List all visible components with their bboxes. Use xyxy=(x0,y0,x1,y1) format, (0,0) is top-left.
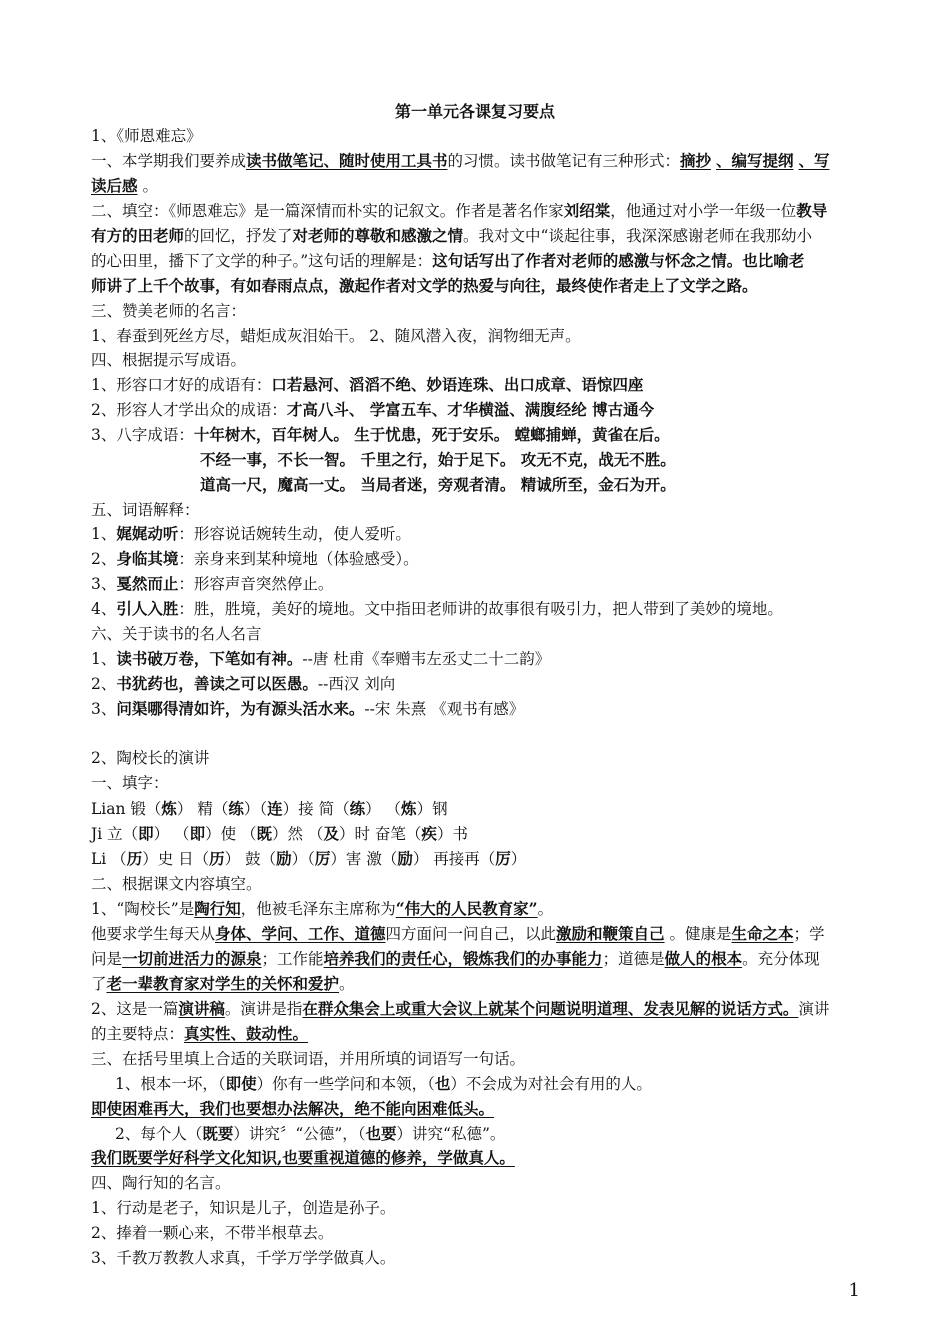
emphasized-text: 演讲稿 xyxy=(178,999,225,1018)
text-line xyxy=(91,622,262,646)
line-text: 。充分体现 xyxy=(742,950,820,968)
emphasized-text: 读后感 xyxy=(91,176,138,195)
line-text: 1、形容口才好的成语有： xyxy=(91,376,272,394)
emphasized-text: 真实性、鼓动性。 xyxy=(184,1024,309,1043)
emphasized-text: 做人的根本 xyxy=(664,949,743,968)
emphasized-text: 读书做笔记、随时使用工具书 xyxy=(246,151,448,170)
emphasized-text: 及 xyxy=(323,824,339,843)
emphasized-text: 书犹药也，善读之可以医愚。 xyxy=(116,674,318,693)
line-text: ）（ xyxy=(243,800,268,818)
text-line xyxy=(91,174,158,198)
text-line xyxy=(91,897,553,921)
line-text: 3、八字成语： xyxy=(91,426,194,444)
text-line xyxy=(91,947,820,971)
emphasized-text: 十年树木，百年树人。 生于忧患，死于安乐。 螳螂捕蝉，黄雀在后。 xyxy=(193,425,670,444)
emphasized-text: 不经一事，不长一智。 千里之行，始于足下。 攻无不克，战无不胜。 xyxy=(200,450,676,469)
line-text: 1、“陶校长”是 xyxy=(91,900,195,918)
emphasized-text: 历 xyxy=(209,849,225,868)
line-text: 1、春蚕到死丝方尽，蜡炬成灰泪始干。 2、随风潜入夜，润物细无声。 xyxy=(91,327,581,345)
line-text: ；学 xyxy=(793,925,825,943)
emphasized-text: 道高一尺，魔高一丈。 当局者迷，旁观者清。 精诚所至，金石为开。 xyxy=(200,475,676,494)
emphasized-text: 也要 xyxy=(365,1124,397,1143)
line-text: ）使 （ xyxy=(205,825,257,843)
line-text: ）接 简（ xyxy=(282,800,350,818)
line-text: ） 鼓（ xyxy=(224,850,277,868)
emphasized-text: 一切前进活力的源泉 xyxy=(122,949,262,968)
text-line xyxy=(91,149,829,173)
line-text: 三、在括号里填上合适的关联词语，并用所填的词语写一句话。 xyxy=(91,1050,526,1068)
line-text: ：亲身来到某种境地（体验感受）。 xyxy=(178,550,419,568)
emphasized-text: 老一辈教育家对学生的关怀和爱护 xyxy=(106,974,340,993)
text-line xyxy=(200,448,676,472)
line-text: ：形容声音突然停止。 xyxy=(178,575,334,593)
emphasized-text: 、写 xyxy=(798,151,830,170)
emphasized-text: 摘抄 xyxy=(680,151,712,170)
line-text: 2、 xyxy=(91,675,117,693)
text-line xyxy=(91,348,246,372)
emphasized-text: 问渠哪得清如许，为有源头活水来。 xyxy=(116,699,365,718)
text-line xyxy=(91,1097,494,1121)
emphasized-text: 娓娓动听 xyxy=(116,524,179,543)
emphasized-text: 厉 xyxy=(314,849,331,868)
line-text: ：形容说话婉转生动，使人爱听。 xyxy=(178,525,411,543)
line-text: ）钢 xyxy=(416,800,448,818)
line-text: ；道德是 xyxy=(602,950,665,968)
text-line xyxy=(91,771,169,795)
line-text: ，他被毛泽东主席称为 xyxy=(240,900,396,918)
line-text: 1、行动是老子，知识是儿子，创造是孙子。 xyxy=(91,1199,396,1217)
line-text: 一、填字： xyxy=(91,774,169,792)
text-line xyxy=(91,572,333,596)
line-text: 。演讲是指 xyxy=(224,1000,303,1018)
line-text: ） （ xyxy=(153,825,190,843)
line-text: ）书 xyxy=(436,825,468,843)
line-text: 他要求学生每天从 xyxy=(91,925,216,943)
line-text: ）然 （ xyxy=(272,825,324,843)
text-line xyxy=(91,797,448,821)
emphasized-text: 既 xyxy=(256,824,273,843)
line-text: 1、根本一坏，（ xyxy=(115,1075,226,1093)
line-text: 。 xyxy=(537,900,554,918)
text-line xyxy=(91,373,643,397)
line-text: 的心田里，播下了文学的种子。”这句话的理解是： xyxy=(91,252,433,270)
line-text: 2、形容人才学出众的成语： xyxy=(91,401,287,419)
line-text: 问是 xyxy=(91,950,123,968)
text-line xyxy=(91,398,654,422)
emphasized-text: 即使 xyxy=(225,1074,257,1093)
emphasized-text: 练 xyxy=(349,799,366,818)
emphasized-text: 培养我们的责任心，锻炼我们的办事能力 xyxy=(323,949,603,968)
line-text: 2、这是一篇 xyxy=(91,1000,179,1018)
emphasized-text: 引人入胜 xyxy=(116,599,179,618)
emphasized-text: 读书破万卷，下笔如有神。 xyxy=(116,649,303,668)
line-text: 的主要特点： xyxy=(91,1025,185,1043)
text-line xyxy=(91,1196,395,1220)
line-text: 三、赞美老师的名言： xyxy=(91,302,247,320)
emphasized-text: 励 xyxy=(276,849,292,868)
emphasized-text: 这句话写出了作者对老师的感激与怀念之情。也比喻老 xyxy=(432,251,805,270)
line-text: 五、词语解释： xyxy=(91,501,200,519)
line-text: Ji 立（ xyxy=(91,825,139,843)
emphasized-text: 激励和鞭策自己 xyxy=(556,924,665,943)
emphasized-text: 戛然而止 xyxy=(116,574,179,593)
line-text: 的习惯。读书做笔记有三种形式： xyxy=(447,152,681,170)
emphasized-text: 励 xyxy=(397,849,413,868)
line-text: ；工作能 xyxy=(261,950,324,968)
text-line xyxy=(91,597,783,621)
emphasized-text: 教导 xyxy=(796,201,828,220)
line-text: 1、《师恩难忘》 xyxy=(91,127,202,145)
line-text: 。 xyxy=(339,975,355,993)
line-text: 一、本学期我们要养成 xyxy=(91,152,247,170)
text-line xyxy=(91,872,262,896)
line-text: 3、 xyxy=(91,575,117,593)
line-text: 3、 xyxy=(91,700,117,718)
line-text: ）（ xyxy=(291,850,315,868)
line-text: 2、陶校长的演讲 xyxy=(91,749,210,767)
document-title: 第一单元各课复习要点 xyxy=(394,102,555,121)
text-line xyxy=(91,224,812,248)
text-line xyxy=(91,746,209,770)
text-line xyxy=(91,199,827,223)
emphasized-text: 对老师的尊敬和感激之情 xyxy=(292,226,464,245)
emphasized-text: 连 xyxy=(267,799,283,818)
text-line xyxy=(91,922,825,946)
line-text: 二、填空：《师恩难忘》是一篇深情而朴实的记叙文。作者是著名作家 xyxy=(91,202,564,220)
line-text: --唐 杜甫《奉赠韦左丞丈二十二韵》 xyxy=(302,650,551,668)
emphasized-text: 即 xyxy=(189,824,206,843)
text-line xyxy=(91,997,829,1021)
emphasized-text: 也 xyxy=(434,1074,451,1093)
text-line xyxy=(200,473,676,497)
text-line xyxy=(91,324,581,348)
emphasized-text: 我们既要学好科学文化知识,也要重视道德的修养，学做真人。 xyxy=(91,1148,515,1167)
line-text: 的回忆，抒发了 xyxy=(184,227,293,245)
line-text: 1、 xyxy=(91,525,117,543)
line-text: 四、陶行知的名言。 xyxy=(91,1174,231,1192)
line-text: ）讲究〞“公德”，（ xyxy=(233,1125,366,1143)
line-text: 4、 xyxy=(91,600,117,618)
text-line xyxy=(91,1047,525,1071)
emphasized-text: 身临其境 xyxy=(116,549,179,568)
text-line xyxy=(91,1022,308,1046)
emphasized-text: 师讲了上千个故事，有如春雨点点，激起作者对文学的热爱与向往，最终使作者走上了文学之路。 xyxy=(91,276,758,295)
line-text: 二、根据课文内容填空。 xyxy=(91,875,262,893)
text-line xyxy=(91,697,524,721)
text-line xyxy=(91,1221,333,1245)
line-text: ）不会成为对社会有用的人。 xyxy=(450,1075,652,1093)
line-text: Li （ xyxy=(91,850,127,868)
emphasized-text: 身体、学问、工作、道德 xyxy=(215,924,386,943)
text-line xyxy=(91,423,670,447)
text-line xyxy=(115,1072,652,1096)
text-line xyxy=(91,1171,231,1195)
emphasized-text: 陶行知 xyxy=(194,899,241,918)
line-text: 。健康是 xyxy=(664,925,732,943)
line-text: Lian 锻（ xyxy=(91,800,162,818)
line-text: 2、每个人（ xyxy=(115,1125,203,1143)
emphasized-text: 口若悬河、滔滔不绝、妙语连珠、出口成章、语惊四座 xyxy=(271,375,644,394)
emphasized-text: 、编写提纲 xyxy=(716,151,794,170)
text-line xyxy=(91,647,550,671)
text-line xyxy=(91,274,758,298)
line-text: 3、千教万教教人求真，千学万学学做真人。 xyxy=(91,1249,396,1267)
text-line xyxy=(91,299,246,323)
line-text: ） xyxy=(510,850,527,868)
line-text: 。 xyxy=(137,177,158,195)
text-line xyxy=(91,498,200,522)
line-text: ） 精（ xyxy=(176,800,229,818)
line-text: ）害 激（ xyxy=(330,850,398,868)
line-text: 。我对文中“谈起往事，我深深感谢老师在我那幼小 xyxy=(463,227,812,245)
text-line xyxy=(91,672,395,696)
text-line xyxy=(91,124,202,148)
emphasized-text: 即 xyxy=(138,824,154,843)
emphasized-text: 炼 xyxy=(401,799,417,818)
line-text: 2、 xyxy=(91,550,117,568)
emphasized-text: 刘绍棠 xyxy=(563,201,611,220)
emphasized-text: 历 xyxy=(126,849,143,868)
line-text: ） 再接再（ xyxy=(412,850,496,868)
line-text: 了 xyxy=(91,975,107,993)
line-text: 1、 xyxy=(91,650,117,668)
line-text: --宋 朱熹 《观书有感》 xyxy=(364,700,525,718)
line-text: 六、关于读书的名人名言 xyxy=(91,625,262,643)
line-text: 四、根据提示写成语。 xyxy=(91,351,247,369)
emphasized-text: 炼 xyxy=(161,799,177,818)
line-text: ）史 日（ xyxy=(142,850,210,868)
text-line xyxy=(91,249,804,273)
line-text: 四方面问一问自己，以此 xyxy=(385,925,557,943)
emphasized-text: 才高八斗、 学富五车、才华横溢、满腹经纶 博古通今 xyxy=(286,400,655,419)
line-text: ）你有一些学问和本领，（ xyxy=(256,1075,435,1093)
line-text: 2、捧着一颗心来，不带半根草去。 xyxy=(91,1224,334,1242)
line-text: ，他通过对小学一年级一位 xyxy=(610,202,797,220)
line-text: 演讲 xyxy=(798,1000,830,1018)
emphasized-text: 在群众集会上或重大会议上就某个问题说明道理、发表见解的说话方式。 xyxy=(302,999,799,1018)
line-text: ）时 奋笔（ xyxy=(338,825,422,843)
emphasized-text: 厉 xyxy=(495,849,511,868)
text-line xyxy=(91,847,526,871)
line-text: ）讲究“私德”。 xyxy=(396,1125,506,1143)
emphasized-text: 疾 xyxy=(421,824,437,843)
text-line xyxy=(91,972,355,996)
emphasized-text: 练 xyxy=(228,799,244,818)
emphasized-text: 即使困难再大，我们也要想办法解决，绝不能向困难低头。 xyxy=(91,1099,495,1118)
emphasized-text: 生命之本 xyxy=(731,924,794,943)
text-line xyxy=(115,1122,505,1146)
text-line xyxy=(91,547,419,571)
line-text: --西汉 刘向 xyxy=(317,675,396,693)
text-line xyxy=(91,1246,395,1270)
text-line xyxy=(91,822,468,846)
text-line xyxy=(91,522,411,546)
emphasized-text: 既要 xyxy=(202,1124,234,1143)
line-text: ） （ xyxy=(365,800,402,818)
text-line xyxy=(91,1146,515,1170)
emphasized-text: “伟大的人民教育家” xyxy=(395,899,538,918)
page-number: 1 xyxy=(848,1280,860,1301)
emphasized-text: 有方的田老师 xyxy=(91,226,185,245)
line-text: ：胜，胜境，美好的境地。文中指田老师讲的故事很有吸引力，把人带到了美妙的境地。 xyxy=(178,600,783,618)
